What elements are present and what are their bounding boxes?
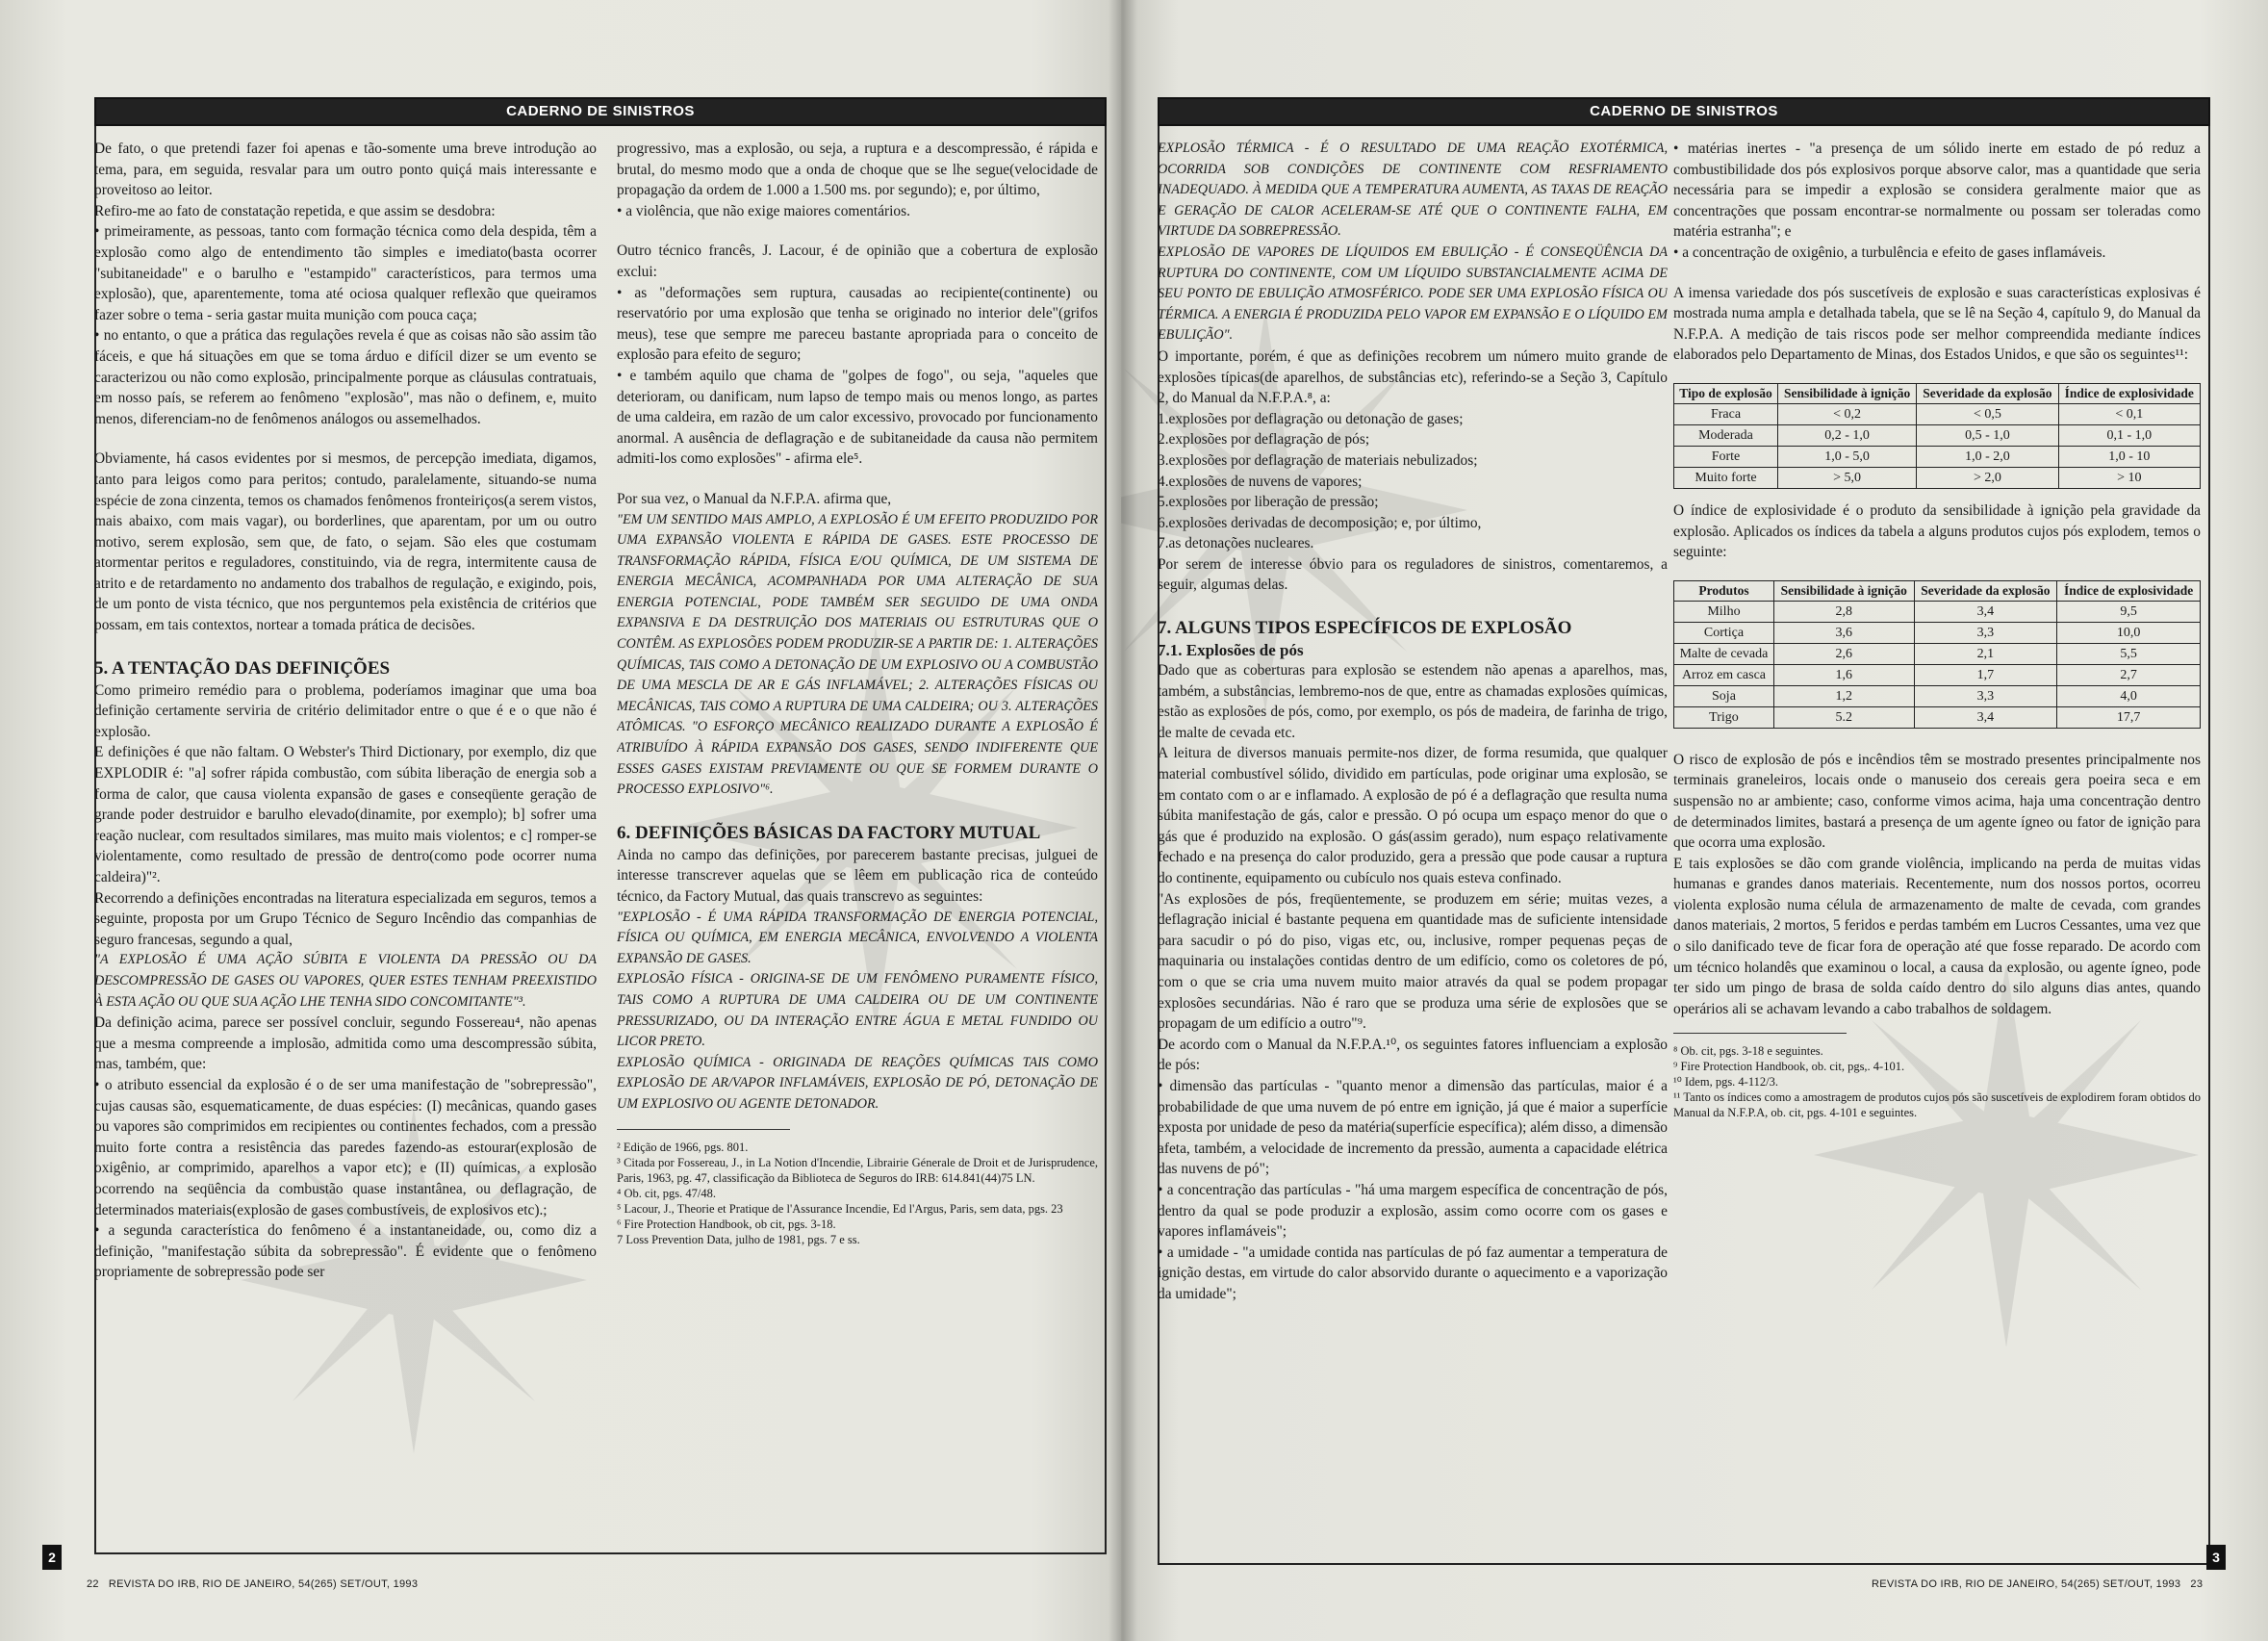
table-cell: Malte de cevada — [1674, 643, 1774, 664]
table-cell: 1,0 - 10 — [2058, 446, 2200, 467]
table-cell: Soja — [1674, 685, 1774, 706]
definition: "EXPLOSÃO - É UMA RÁPIDA TRANSFORMAÇÃO DE ENERGIA POTENCIAL, FÍSICA OU QUÍMICA, EM ENERGIA MECÂNICA, ENVOLVENDO A VIOLENTA EXPANSÃO DE GASES. — [617, 909, 1098, 966]
table-cell: < 0,1 — [2058, 403, 2200, 424]
bullet-item: • o atributo essencial da explosão é o de ser uma manifestação de "sobrepressão", cujas causas são, esquematicamente, de duas espécies: (I) mecânicas, quando gases ou vapores são comprimidos em recipientes ou continentes fechados, com a pressão muito forte contra a resistência das paredes fazendo-as estourar(explosão de oxigênio, ar comprimido, aparelhos a vapor etc); e (II) químicas, a explosão ocorrendo na seqüência da combustão quase instantânea, ou deflagração, de determinados materiais(explosão de gases combustíveis, de explosivos etc).; — [94, 1076, 597, 1218]
bullet-item: • matérias inertes - "a presença de um sólido inerte em estado de pó reduz a combustibilidade dos pós explosivos porque absorve calor, mas a quantidade que seria necessária para se impedir a explosão se considera geralmente maior que as concentrações que possam encontrar-se normalmente ou possam ser toleradas como matéria estranha"; e — [1673, 141, 2201, 241]
table-cell: > 10 — [2058, 467, 2200, 488]
table-header-cell: Sensibilidade à ignição — [1773, 580, 1914, 601]
section-heading-6: 6. DEFINIÇÕES BÁSICAS DA FACTORY MUTUAL — [617, 822, 1041, 843]
table-cell: 1,2 — [1773, 685, 1914, 706]
footnote: ⁴ Ob. cit, pgs. 47/48. — [617, 1186, 716, 1200]
paragraph: Recorrendo a definições encontradas na literatura especializada em seguros, temos a seguinte, proposta por um Grupo Técnico de Seguro Incêndio das companhias de seguro francesas, segundo a qual, — [94, 889, 597, 948]
bullet-item: • e também aquilo que chama de "golpes de fogo", ou seja, "aqueles que deterioram, ou danificam, num lapso de tempo mais ou menos longo, as partes de uma caldeira, em razão de um calor excessivo, provocado por funcionamento anormal. A ausência de deflagração e de subitaneidade da causa não permitem admiti-los como explosões" - afirma ele⁵. — [617, 367, 1098, 468]
page-mark-right: 3 — [2206, 1545, 2226, 1570]
footnote: ¹¹ Tanto os índices como a amostragem de produtos cujos pós são suscetíveis de explodirem foram obtidos do Manual da N.F.P.A, ob. cit, pgs. 4-101 e seguintes. — [1673, 1090, 2201, 1120]
paragraph: A leitura de diversos manuais permite-nos dizer, de forma resumida, que qualquer material combustível sólido, dividido em partículas, pode originar uma explosão, se em contato com o ar e inflamado. A explosão de pó é a deflagração que resulta numa súbita manifestação de gás, calor e pressão. O pó ocupa um espaço menor do que o gás que é produzido na explosão. O gás(assim gerado), num espaço relativamente fechado e na presença do calor produzido, gera a pressão que pode causar a ruptura do continente, equipamento ou cubículo nos quais esteva confinado. — [1158, 745, 1668, 886]
table-cell: Cortiça — [1674, 622, 1774, 643]
table-cell: 3,6 — [1773, 622, 1914, 643]
table-cell: 4,0 — [2057, 685, 2201, 706]
table-cell: Muito forte — [1674, 467, 1778, 488]
table-cell: 2,6 — [1773, 643, 1914, 664]
table-row — [1674, 601, 2201, 622]
table-row — [1674, 424, 2201, 446]
table-cell: 2,1 — [1914, 643, 2057, 664]
table-cell: 9,5 — [2057, 601, 2201, 622]
definition: EXPLOSÃO QUÍMICA - ORIGINADA DE REAÇÕES QUÍMICAS TAIS COMO EXPLOSÃO DE AR/VAPOR INFLAMÁVEIS, EXPLOSÃO DE PÓ, DETONAÇÃO DE UM EXPLOSIVO OU AGENTE DETONADOR. — [617, 1054, 1098, 1112]
paragraph: De fato, o que pretendi fazer foi apenas e tão-somente uma breve introdução ao tema, para, em seguida, resvalar para um outro ponto quiçá mais interessante e proveitoso ao leitor. — [94, 141, 597, 199]
table-row — [1674, 403, 2201, 424]
paragraph: Da definição acima, parece ser possível concluir, segundo Fossereau⁴, não apenas que a mesma compreende a implosão, admitida como uma descompressão súbita, mas, também, que: — [94, 1014, 597, 1073]
paragraph: Por serem de interesse óbvio para os reguladores de sinistros, comentaremos, a seguir, algumas delas. — [1158, 555, 1668, 594]
quote: "A EXPLOSÃO É UMA AÇÃO SÚBITA E VIOLENTA DA PRESSÃO OU DA DESCOMPRESSÃO DE GASES OU VAPORES, QUER ESTES TENHAM PREEXISTIDO À ESTA AÇÃO OU QUE SUA AÇÃO LHE TENHA SIDO CONCOMITANTE"³. — [94, 952, 597, 1010]
table-cell: Trigo — [1674, 706, 1774, 728]
left-page-column-2 — [617, 139, 1098, 1553]
table-header-cell: Tipo de explosão — [1674, 383, 1778, 403]
paragraph: Refiro-me ao fato de constatação repetida, e que assim se desdobra: — [94, 202, 496, 219]
footer-right — [1872, 1578, 2203, 1590]
page-number: 23 — [2190, 1578, 2204, 1590]
table-cell: > 5,0 — [1777, 467, 1916, 488]
table-row — [1674, 622, 2201, 643]
footnote-divider — [617, 1129, 790, 1130]
footnote: ³ Citada por Fossereau, J., in La Notion d'Incendie, Librairie Génerale de Droit et de Jurisprudence, Paris, 1963, pg. 47, classificação da Biblioteca de Seguros do IRB: 614.841(44)75 LN. — [617, 1155, 1098, 1185]
table-cell: 17,7 — [2057, 706, 2201, 728]
definition: EXPLOSÃO DE VAPORES DE LÍQUIDOS EM EBULIÇÃO - É CONSEQÜÊNCIA DA RUPTURA DO CONTINENTE, COM UM LÍQUIDO SUBSTANCIALMENTE ACIMA DE SEU PONTO DE EBULIÇÃO ATMOSFÉRICO. PODE SER UMA EXPLOSÃO FÍSICA OU TÉRMICA. A ENERGIA É PRODUZIDA PELO VAPOR EM EXPANSÃO E O LÍQUIDO EM EBULIÇÃO". — [1158, 244, 1668, 344]
paragraph: "As explosões de pós, freqüentemente, se produzem em série; muitas vezes, a deflagração inicial é bastante pequena em quantidade mas de suficiente intensidade para sacudir o pó do piso, vigas etc, ou, inclusive, romper pequenas peças de maquinaria ou instalações contidas dentro de um edifício, como os coletores de pó, com o que se cria uma nuvem muito maior através da qual se podem propagar explosões secundárias. Não é raro que se produza uma série de explosões que se propagam de um edifício a outro"⁹. — [1158, 890, 1668, 1033]
paragraph: Dado que as coberturas para explosão se estendem não apenas a aparelhos, mas, também, a substâncias, lembremo-nos de que, entre as chamadas explosões químicas, estão as explosões de pós, como, por exemplo, os pós de madeira, de farinha de trigo, de malte de cevada etc. — [1158, 662, 1668, 741]
table-row — [1674, 643, 2201, 664]
list-item: 3.explosões por deflagração de materiais nebulizados; — [1158, 451, 1478, 469]
footnote: 7 Loss Prevention Data, julho de 1981, pgs. 7 e ss. — [617, 1232, 860, 1246]
table-cell: > 2,0 — [1917, 467, 2058, 488]
table-header-cell: Produtos — [1674, 580, 1774, 601]
table-cell: 0,5 - 1,0 — [1917, 424, 2058, 446]
table-cell: 0,2 - 1,0 — [1777, 424, 1916, 446]
paragraph: Ainda no campo das definições, por parecerem bastante precisas, julguei de interesse transcrever aquelas que se lêem em publicação rica de conteúdo técnico, da Factory Mutual, das quais transcrevo as seguintes: — [617, 846, 1098, 905]
table-cell: 1,7 — [1914, 664, 2057, 685]
list-item: 4.explosões de nuvens de vapores; — [1158, 473, 1363, 490]
table-row — [1674, 664, 2201, 685]
table-cell: 3,4 — [1914, 706, 2057, 728]
paragraph: Outro técnico francês, J. Lacour, é de opinião que a cobertura de explosão exclui: — [617, 243, 1098, 280]
footnote: ¹⁰ Idem, pgs. 4-112/3. — [1673, 1075, 1778, 1090]
paragraph: Obviamente, há casos evidentes por si mesmos, de percepção imediata, digamos, tanto para leigos como para peritos; contudo, paralelamente, situando-se numa espécie de zona cinzenta, temos os chamados fenômenos fronteiriços(a serem vistos, mais abaixo, com mais vagar), ou borderlines, que aparentam, por um ou outro motivo, serem explosão, sem que, de fato, o sejam. São eles que costumam atormentar peritos e reguladores, constituindo, via de regra, intermitente causa de atrito e de retardamento no andamento dos trabalhos de regulação, e exigindo, pois, de um ponto de vista técnico, que nos perguntemos pela existência de critérios que possam, em tais contextos, nortear a tomada prática de decisões. — [94, 450, 597, 634]
table-cell: 1,6 — [1773, 664, 1914, 685]
table-cell: Milho — [1674, 601, 1774, 622]
right-page — [1121, 0, 2268, 1641]
left-page — [0, 0, 1121, 1641]
list-item: 5.explosões por liberação de pressão; — [1158, 494, 1379, 511]
footnote: ² Edição de 1966, pgs. 801. — [617, 1140, 749, 1154]
table-row — [1674, 446, 2201, 467]
table-cell: 2,7 — [2057, 664, 2201, 685]
paragraph: progressivo, mas a explosão, ou seja, a ruptura e a descompressão, é rápida e brutal, do mesmo modo que a onda de choque que se lhe segue(velocidade de propagação da ordem de 1.000 a 1.500 ms. por segundo); e, por último, — [617, 141, 1098, 199]
table-header-cell: Severidade da explosão — [1914, 580, 2057, 601]
section-header-left: CADERNO DE SINISTROS — [94, 97, 1107, 126]
paragraph: A imensa variedade dos pós suscetíveis de explosão e suas características explosivas é mostrada numa ampla e detalhada tabela, que se lê na Seção 4, capítulo 9, do Manual da N.F.P.A. A medição de tais riscos pode ser melhor compreendida mediante índices elaborados pelo Departamento de Minas, dos Estados Unidos, e que são os seguintes¹¹: — [1673, 284, 2201, 364]
bullet-item: • a umidade - "a umidade contida nas partículas de pó faz aumentar a temperatura de ignição destas, em virtude do calor absorvido durante o aquecimento e a vaporização da umidade"; — [1158, 1244, 1668, 1302]
table-cell: 3,4 — [1914, 601, 2057, 622]
table-cell: 1,0 - 5,0 — [1777, 446, 1916, 467]
left-page-column-1 — [94, 139, 597, 1553]
definition: EXPLOSÃO TÉRMICA - É O RESULTADO DE UMA REAÇÃO EXOTÉRMICA, OCORRIDA SOB CONDIÇÕES DE CONTINENTE COM RESFRIAMENTO INADEQUADO. À MEDIDA QUE A TEMPERATURA AUMENTA, AS TAXAS DE REAÇÃO E GERAÇÃO DE CALOR ACELERAM-SE ATÉ QUE O CONTINENTE FALHA, EM VIRTUDE DA SOBREPRESSÃO. — [1158, 141, 1668, 240]
explosivity-index-table — [1673, 383, 2201, 489]
table-header-cell: Sensibilidade à ignição — [1777, 383, 1916, 403]
table-cell: 3,3 — [1914, 622, 2057, 643]
list-item: 2.explosões por deflagração de pós; — [1158, 431, 1370, 449]
bullet-item: • no entanto, o que a prática das regulações revela é que as coisas não são assim tão fáceis, e que há situações em que se toma árduo e difícil dizer se um evento se caracterizou ou não como explosão, principalmente porque as cláusulas contratuais, em nosso país, se referem ao fenômeno "explosão", mas não o definem, e, muito menos, diferenciam-no de fenômenos análogos ou assemelhados. — [94, 327, 597, 427]
list-item: 7.as detonações nucleares. — [1158, 535, 1314, 552]
table-cell: 10,0 — [2057, 622, 2201, 643]
bullet-item: • a violência, que não exige maiores comentários. — [617, 202, 910, 219]
journal-citation: REVISTA DO IRB, RIO DE JANEIRO, 54(265) SET/OUT, 1993 — [108, 1578, 419, 1590]
table-cell: Moderada — [1674, 424, 1778, 446]
table-cell: < 0,5 — [1917, 403, 2058, 424]
section-heading-7: 7. ALGUNS TIPOS ESPECÍFICOS DE EXPLOSÃO — [1158, 618, 1572, 639]
footer-left — [87, 1578, 418, 1590]
page-gutter — [1109, 0, 1137, 1641]
paragraph: E definições é que não faltam. O Webster's Third Dictionary, por exemplo, diz que EXPLODIR é: "a] sofrer rápida combustão, com súbita liberação de energia sob a forma de calor, que causa violenta expansão de gases e conseqüente geração de grande poder destruidor e barulho elevado(dinamite, por exemplo); b] sofrer uma reação nuclear, com resultados similares, mas muito mais violentos; e c] romper-se violentamente, como resultado de pressão de dentro(como pode ocorrer numa caldeira)"². — [94, 744, 597, 885]
paragraph: Por sua vez, o Manual da N.F.P.A. afirma que, — [617, 490, 892, 507]
paragraph: E tais explosões se dão com grande violência, implicando na perda de muitas vidas humanas e grandes danos materiais. Recentemente, num dos nossos portos, ocorreu violenta explosão numa célula de armazenamento de malte de cevada, com grandes danos materiais, 2 mortos, 5 feridos e perdas também em Lucros Cessantes, uma vez que o silo danificado teve de ficar fora de operação até que fosse reparado. De acordo com um técnico holandês que examinou o local, a causa da explosão, ou agente ígneo, pode ter sido um pingo de brasa de solda caído dentro do silo alguns dias antes, quando operários ali se achavam levando a cabo trabalhos de soldagem. — [1673, 855, 2201, 1017]
table-row — [1674, 685, 2201, 706]
table-cell: 2,8 — [1773, 601, 1914, 622]
subsection-heading-7-1: 7.1. Explosões de pós — [1158, 641, 1304, 660]
paragraph: O índice de explosividade é o produto da sensibilidade à ignição pela gravidade da explosão. Aplicados os índices da tabela a alguns produtos cujos pós explodem, temos o seguinte: — [1673, 501, 2201, 561]
section-header-right: CADERNO DE SINISTROS — [1158, 97, 2210, 126]
right-page-column-2 — [1673, 139, 2201, 1563]
list-item: 6.explosões derivadas de decomposição; e, por último, — [1158, 514, 1482, 531]
products-explosivity-table — [1673, 580, 2201, 729]
table-cell: Arroz em casca — [1674, 664, 1774, 685]
table-cell: Forte — [1674, 446, 1778, 467]
journal-citation: REVISTA DO IRB, RIO DE JANEIRO, 54(265) SET/OUT, 1993 — [1872, 1578, 2181, 1590]
footnote: ⁶ Fire Protection Handbook, ob cit, pgs. 3-18. — [617, 1217, 836, 1231]
table-cell: 1,0 - 2,0 — [1917, 446, 2058, 467]
bullet-item: • a concentração de oxigênio, a turbulência e efeito de gases inflamáveis. — [1673, 244, 2106, 261]
paragraph: De acordo com o Manual da N.F.P.A.¹⁰, os seguintes fatores influenciam a explosão de pós: — [1158, 1036, 1668, 1074]
quote: "EM UM SENTIDO MAIS AMPLO, A EXPLOSÃO É UM EFEITO PRODUZIDO POR UMA EXPANSÃO VIOLENTA E RÁPIDA DE GASES. ESTE PROCESSO DE TRANSFORMAÇÃO RÁPIDA, FÍSICA E/OU QUÍMICA, DE UM SISTEMA DE ENERGIA MECÂNICA, ACOMPANHADA POR UMA ALTERAÇÃO DE SUA ENERGIA POTENCIAL, PODE TAMBÉM SER SEGUIDO DE UMA ONDA EXPANSIVA E DA DESTRUIÇÃO DOS MATERIAIS OU ESTRUTURAS QUE O CONTÊM. AS EXPLOSÕES PODEM PRODUZIR-SE A PARTIR DE: 1. ALTERAÇÕES QUÍMICAS, TAIS COMO A DETONAÇÃO DE UM EXPLOSIVO OU A COMBUSTÃO DE UMA MESCLA DE AR E GÁS INFLAMÁVEL; 2. ALTERAÇÕES FÍSICAS OU MECÂNICAS, TAIS COMO A RUPTURA DE UMA CALDEIRA; OU 3. ALTERAÇÕES ATÔMICAS. "O ESFORÇO MECÂNICO REALIZADO DURANTE A EXPLOSÃO É ATRIBUÍDO À RÁPIDA EXPANSÃO DOS GASES, SENDO INDIFERENTE QUE ESSES GASES EXISTAM PREVIAMENTE OU QUE SE FORMEM DURANTE O PROCESSO EXPLOSIVO"⁶. — [617, 511, 1098, 798]
paragraph: O importante, porém, é que as definições recobrem um número muito grande de explosões típicas(de aparelhos, de substâncias etc), referindo-se a Seção 3, Capítulo 2, do Manual da N.F.P.A.⁸, a: — [1158, 347, 1668, 407]
table-cell: 5.2 — [1773, 706, 1914, 728]
table-cell: Fraca — [1674, 403, 1778, 424]
bullet-item: • primeiramente, as pessoas, tanto com formação técnica como dela despida, têm a explosão como algo de entendimento tão simples e imediato(basta ocorrer "subitaneidade" e o barulho e "estampido" característicos, para termos uma explosão), que, aparentemente, toma até ociosa qualquer reflexão que queiramos fazer sobre o tema - seria gastar muita munição com pouca caça; — [94, 223, 597, 323]
bullet-item: • dimensão das partículas - "quanto menor a dimensão das partículas, maior é a probabilidade de que uma nuvem de pó entre em ignição, já que é maior a superfície exposta por unidade de peso da matéria(superfície específica); além disso, a dimensão afeta, também, a velocidade de incremento da pressão, aumenta a capacidade elétrica das nuvens de pó"; — [1158, 1077, 1668, 1178]
page-number: 22 — [87, 1578, 99, 1590]
footnote: ⁵ Lacour, J., Theorie et Pratique de l'Assurance Incendie, Ed l'Argus, Paris, sem data, pgs. 23 — [617, 1201, 1063, 1216]
table-cell: 3,3 — [1914, 685, 2057, 706]
table-header-cell: Índice de explosividade — [2057, 580, 2201, 601]
section-heading-5: 5. A TENTAÇÃO DAS DEFINIÇÕES — [94, 657, 391, 679]
footnote: ⁸ Ob. cit, pgs. 3-18 e seguintes. — [1673, 1044, 1823, 1059]
definition: EXPLOSÃO FÍSICA - ORIGINA-SE DE UM FENÔMENO PURAMENTE FÍSICO, TAIS COMO A RUPTURA DE UMA CALDEIRA OU DE UM CONTINENTE PRESSURIZADO, OU DA INTERAÇÃO ENTRE ÁGUA E METAL FUNDIDO OU LICOR PRETO. — [617, 971, 1098, 1050]
right-page-column-1 — [1158, 139, 1668, 1563]
list-item: 1.explosões por deflagração ou detonação de gases; — [1158, 410, 1464, 427]
paragraph: Como primeiro remédio para o problema, poderíamos imaginar que uma boa definição certamente serviria de critério delimitador entre o que é e o que não é explosão. — [94, 681, 597, 740]
table-row — [1674, 706, 2201, 728]
bullet-item: • as "deformações sem ruptura, causadas ao recipiente(continente) ou reservatório por uma explosão que tenha se originado no interior dele"(grifos meus), tese que sempre me pareceu bastante apropriada para o conceito de explosão para efeito de seguro; — [617, 284, 1098, 364]
page-mark-left: 2 — [42, 1545, 62, 1570]
table-cell: 0,1 - 1,0 — [2058, 424, 2200, 446]
bullet-item: • a concentração das partículas - "há uma margem específica de concentração de pós, dentro da qual se pode produzir a explosão, assim como ocorre com os gases e vapores inflamáveis"; — [1158, 1181, 1668, 1241]
table-header-cell: Severidade da explosão — [1917, 383, 2058, 403]
paragraph: O risco de explosão de pós e incêndios têm se mostrado presentes principalmente nos terminais graneleiros, locais onde o manuseio dos cereais gera poeira seca e em suspensão no ar ambiente; caso, conforme vimos acima, haja uma concentração dentro de determinados limites, bastará a presença de um agente ígneo ou fator de ignição para que ocorra uma explosão. — [1673, 751, 2201, 852]
table-row — [1674, 467, 2201, 488]
bullet-item: • a segunda característica do fenômeno é a instantaneidade, ou, como diz a definição, "manifestação súbita da sobrepressão". É evidente que o fenômeno propriamente de sobrepressão pode ser — [94, 1222, 597, 1281]
footnote: ⁹ Fire Protection Handbook, ob. cit, pgs,. 4-101. — [1673, 1060, 1905, 1074]
footnote-divider — [1673, 1033, 1847, 1034]
table-cell: < 0,2 — [1777, 403, 1916, 424]
table-cell: 5,5 — [2057, 643, 2201, 664]
table-header-cell: Índice de explosividade — [2058, 383, 2200, 403]
